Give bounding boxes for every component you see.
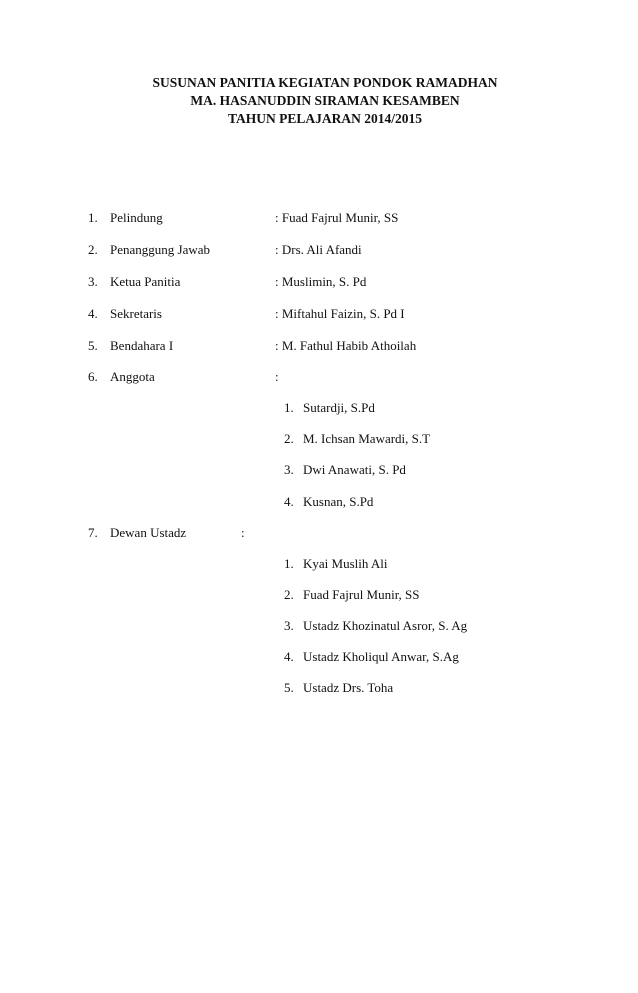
member-number: 1. — [284, 400, 294, 415]
item-colon: : — [241, 525, 245, 540]
member-number: 1. — [284, 556, 294, 571]
member-name: Kusnan, S.Pd — [303, 494, 374, 509]
item-value: : Muslimin, S. Pd — [275, 274, 367, 289]
member-number: 4. — [284, 649, 294, 664]
item-value: : — [275, 369, 279, 384]
member-name: M. Ichsan Mawardi, S.T — [303, 431, 431, 446]
member-number: 5. — [284, 680, 294, 695]
item-label: Penanggung Jawab — [110, 242, 211, 257]
member-number: 2. — [284, 587, 294, 602]
item-value: : Drs. Ali Afandi — [275, 242, 362, 257]
member-name: Ustadz Khozinatul Asror, S. Ag — [303, 618, 468, 633]
item-label: Ketua Panitia — [110, 274, 181, 289]
member-number: 3. — [284, 618, 294, 633]
item-value: : M. Fathul Habib Athoilah — [275, 338, 417, 353]
member-name: Dwi Anawati, S. Pd — [303, 462, 406, 477]
item-number: 4. — [88, 306, 98, 321]
member-name: Kyai Muslih Ali — [303, 556, 388, 571]
member-name: Sutardji, S.Pd — [303, 400, 375, 415]
item-number: 6. — [88, 369, 98, 384]
item-value: : Fuad Fajrul Munir, SS — [275, 210, 399, 225]
item-label: Sekretaris — [110, 306, 162, 321]
member-number: 4. — [284, 494, 294, 509]
header-title-line-1: SUSUNAN PANITIA KEGIATAN PONDOK RAMADHAN — [152, 75, 498, 90]
item-label: Anggota — [110, 369, 155, 384]
item-number: 5. — [88, 338, 98, 353]
item-label: Dewan Ustadz — [110, 525, 187, 540]
item-label: Pelindung — [110, 210, 163, 225]
item-label: Bendahara I — [110, 338, 174, 353]
member-name: Ustadz Kholiqul Anwar, S.Ag — [303, 649, 459, 664]
item-number: 3. — [88, 274, 98, 289]
item-value: : Miftahul Faizin, S. Pd I — [275, 306, 405, 321]
member-number: 2. — [284, 431, 294, 446]
item-number: 2. — [88, 242, 98, 257]
document-header — [0, 74, 638, 128]
member-name: Fuad Fajrul Munir, SS — [303, 587, 420, 602]
member-name: Ustadz Drs. Toha — [303, 680, 394, 695]
item-number: 7. — [88, 525, 98, 540]
header-title-line-3: TAHUN PELAJARAN 2014/2015 — [227, 111, 422, 126]
member-number: 3. — [284, 462, 294, 477]
header-title-line-2: MA. HASANUDDIN SIRAMAN KESAMBEN — [190, 93, 460, 108]
item-number: 1. — [88, 210, 98, 225]
